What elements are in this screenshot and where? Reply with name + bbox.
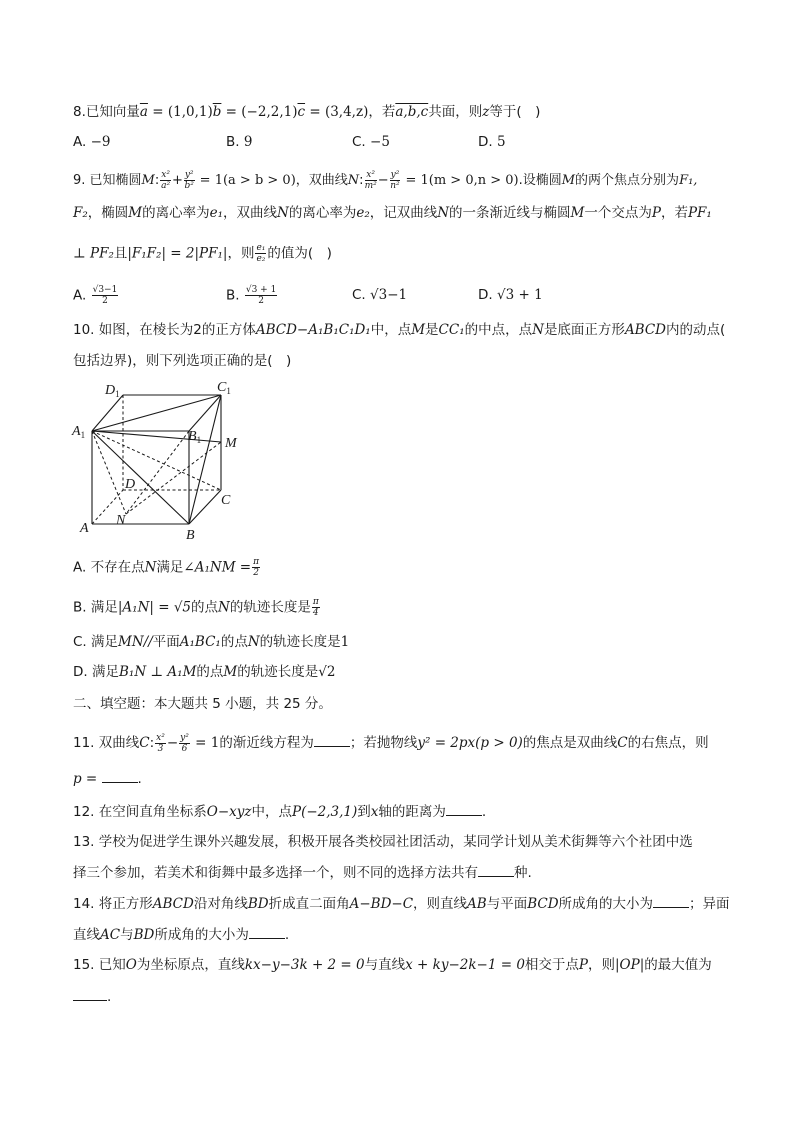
q13-blank[interactable] — [478, 862, 514, 877]
q10-option-a: A. 不存在点N满足∠A₁NM = $\frac{\pi}{2}$ — [73, 557, 260, 578]
vector-b: $\overline{b}$ — [212, 104, 222, 120]
q15-line1: 15. 已知O为坐标原点，直线kx−y−3k + 2 = 0与直线x + ky−2k−1 = 0相交于点P，则|OP|的最大值为 — [73, 957, 712, 973]
q9-option-a: A. $\frac{√3-1}{2}$ — [73, 285, 118, 306]
q10-option-d: D. 满足B₁N ⊥ A₁M的点M的轨迹长度是√2 — [73, 664, 336, 680]
q9-line3: ⊥ PF₂且|F₁F₂| = 2|PF₁|，则 $\frac{\text{e₁}}{\text{e₂}}$ 的值为( ) — [73, 243, 332, 264]
q14-line2: 直线AC与BD所成角的大小为 . — [73, 924, 289, 945]
q12-stem: 12. 在空间直角坐标系O−xyz中，点P(−2,3,1)到x轴的距离为 . — [73, 801, 486, 822]
q11-line2: p = . — [73, 768, 142, 789]
q10-option-c: C. 满足MN//平面A₁BC₁的点N的轨迹长度是1 — [73, 634, 350, 650]
label-c1: $C_1$ — [217, 380, 231, 396]
vector-a: $\overline{a}$ — [139, 104, 148, 120]
section-heading: 二、填空题：本大题共 5 小题，共 25 分。 — [73, 696, 332, 712]
label-b: B — [186, 528, 195, 543]
seg-a1-m — [92, 431, 221, 442]
label-b1: $B_1$ — [188, 429, 202, 445]
label-d: D — [125, 477, 136, 492]
q10-option-b: B. 满足|A₁N| = √5的点N的轨迹长度是 $\frac{\pi}{4}$ — [73, 597, 319, 618]
q13-line1: 13. 学校为促进学生课外兴趣发展，积极开展各类校园社团活动，某同学计划从美术街舞等六个社团中选 — [73, 834, 693, 850]
q15-line2: . — [73, 986, 111, 1007]
q11-line1: 11. 双曲线C: $\frac{\text{x²}}{3}$ − $\frac{\text{y²}}{6}$ = 1的渐近线方程为 ；若抛物线y² = 2px(p > 0)的焦点是双曲线C的右焦点，则 — [73, 732, 709, 754]
q8-stem: 8.已知向量$\overline{a} = (1,0,1)\overline{b} = (-2,2,1)\overline{c} = (3,4,z)$，若a,b,c共面，则z等于( ) — [73, 104, 541, 120]
q9-option-d: D. √3 + 1 — [478, 287, 543, 303]
q11-blank-1[interactable] — [314, 732, 350, 747]
seg-c1-b — [189, 395, 221, 524]
q10-line2: 包括边界)，则下列选项正确的是( ) — [73, 353, 292, 369]
label-c: C — [221, 493, 231, 508]
label-a1: $A_1$ — [72, 424, 86, 440]
q8-option-a: A. −9 — [73, 134, 111, 150]
q8-option-d: D. 5 — [478, 134, 506, 150]
q8-option-b: B. 9 — [226, 134, 253, 150]
q9-line1: 9. 已知椭圆M: $\frac{\text{x²}}{\text{a²}}$ + $\frac{\text{y²}}{\text{b²}}$ = 1(a > b > 0)，双曲线N: $\frac{\text{x²}}{\text{m²}}$ − $\frac{\text{y²}}{\text{n²}}$ = 1(m > 0,n > 0).设椭圆M的两个焦点分别为F₁, — [73, 170, 698, 191]
vector-c: $\overline{c}$ — [297, 104, 306, 120]
q9-option-b: B. $\frac{√3 + 1}{2}$ — [226, 285, 277, 306]
q14-blank-2[interactable] — [249, 924, 285, 939]
q8-option-c: C. −5 — [352, 134, 390, 150]
edge-a1-d1 — [92, 395, 123, 431]
q12-blank[interactable] — [446, 801, 482, 816]
q13-line2: 择三个参加，若美术和街舞中最多选择一个，则不同的选择方法共有 种. — [73, 862, 532, 883]
q9-line2: F₂，椭圆M的离心率为e₁，双曲线N的离心率为e₂，记双曲线N的一条渐近线与椭圆M一个交点为P，若PF₁ — [73, 205, 712, 221]
label-m: M — [225, 436, 237, 451]
label-a: A — [80, 521, 89, 536]
q15-blank[interactable] — [73, 986, 107, 1001]
q14-blank-1[interactable] — [653, 893, 689, 908]
edge-b-c — [189, 490, 221, 524]
cube-figure — [70, 378, 260, 548]
q10-line1: 10. 如图，在棱长为2的正方体ABCD−A₁B₁C₁D₁中，点M是CC₁的中点，点N是底面正方形ABCD内的动点( — [73, 322, 726, 338]
q11-blank-2[interactable] — [102, 768, 138, 783]
label-n: N — [116, 513, 126, 528]
label-d1: $D_1$ — [105, 383, 120, 399]
seg-a1-n — [92, 431, 126, 514]
q14-line1: 14. 将正方形ABCD沿对角线BD折成直二面角A−BD−C，则直线AB与平面BCD所成角的大小为 ；异面 — [73, 893, 730, 914]
q9-option-c: C. √3−1 — [352, 287, 408, 303]
seg-a1-c1 — [92, 395, 221, 431]
